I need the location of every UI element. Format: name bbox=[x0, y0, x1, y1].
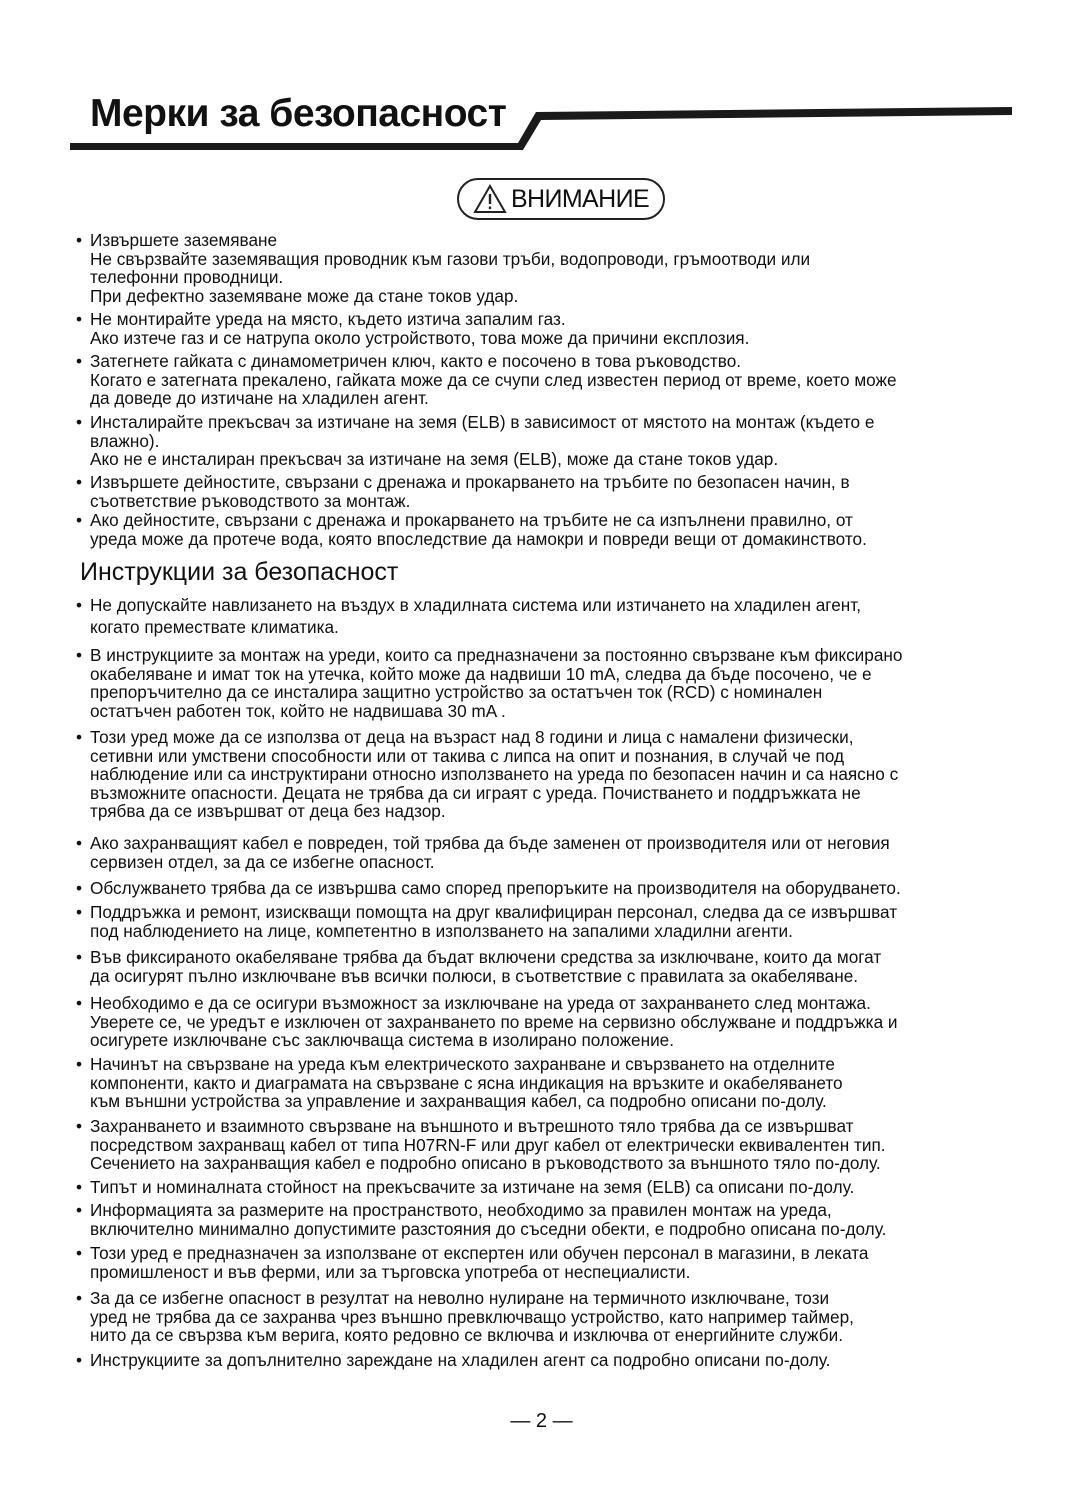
instruction-item bbox=[76, 728, 1026, 821]
instruction-line: окабеляване и имат ток на утечка, който може да надвиши 10 mA, следва да бъде посочено, че е bbox=[90, 663, 872, 684]
warning-label: ВНИМАНИЕ bbox=[510, 184, 650, 213]
instruction-line: • В инструкциите за монтаж на уреди, които са предназначени за постоянно свързване към фиксирано bbox=[90, 645, 903, 665]
caution-item bbox=[76, 310, 1026, 347]
instruction-line: сервизен отдел, за да се избегне опасност. bbox=[90, 851, 435, 872]
instruction-line: сетивни или умствени способности или от такива с липса на опит и познания, в случай че под bbox=[90, 745, 845, 766]
instruction-line: наблюдение или са инструктирани относно използването на уреда по безопасен начин и са наясно с bbox=[90, 764, 899, 785]
instruction-line: Сечението на захранващия кабел е подробно описано в ръководството за външното тяло по-долу. bbox=[90, 1153, 881, 1174]
instruction-line: препоръчително да се инсталира защитно устройство за остатъчен ток (RCD) с номинален bbox=[90, 682, 823, 703]
instruction-line: • Поддръжка и ремонт, изискващи помощта на друг квалифициран персонал, следва да се извършват bbox=[90, 902, 898, 922]
instruction-item bbox=[76, 646, 1026, 720]
caution-heading: • Извършете заземяване bbox=[90, 230, 278, 250]
instruction-line: към външни устройства за управление и захранващия кабел, са подробно описани по-долу. bbox=[90, 1091, 827, 1112]
instructions-heading: Инструкции за безопасност bbox=[80, 558, 399, 586]
instruction-item bbox=[76, 1351, 1026, 1370]
caution-line: При дефектно заземяване може да стане токов удар. bbox=[90, 285, 519, 306]
caution-heading: • Инсталирайте прекъсвач за изтичане на земя (ELB) в зависимост от мястото на монтаж (където е bbox=[90, 412, 875, 432]
caution-item bbox=[76, 413, 1026, 469]
instruction-item bbox=[76, 596, 1026, 636]
caution-line: Ако изтече газ и се натрупа около устройството, това може да причини експлозия. bbox=[90, 327, 750, 348]
instruction-line: • Необходимо е да се осигури възможност за изключване на уреда от захранването след монтажа. bbox=[90, 993, 871, 1013]
instruction-line: компоненти, както и диаграмата на свързване с ясна индикация на връзките и окабеляването bbox=[90, 1072, 843, 1093]
caution-line: съответствие ръководството за монтаж. bbox=[90, 490, 411, 511]
instruction-item bbox=[76, 1289, 1026, 1345]
caution-line: телефонни проводници. bbox=[90, 267, 284, 288]
instruction-line: • Не допускайте навлизането на въздух в хладилната система или изтичането на хладилен агент, bbox=[90, 595, 861, 615]
instruction-line: когато премествате климатика. bbox=[90, 616, 339, 637]
instruction-line: остатъчен работен ток, който не надвишава 30 mA . bbox=[90, 700, 506, 721]
caution-line: влажно). bbox=[90, 430, 160, 451]
instruction-item bbox=[76, 1178, 1026, 1197]
caution-line: Ако не е инсталиран прекъсвач за изтичане на земя (ELB), може да стане токов удар. bbox=[90, 449, 779, 470]
instruction-line: • Информацията за размерите на пространството, необходимо за правилен монтаж на уреда, bbox=[90, 1200, 832, 1220]
instruction-item bbox=[76, 834, 1026, 871]
instruction-line: да осигурят пълно изключване във всички полюси, в съответствие с правилата за окабеляване. bbox=[90, 965, 859, 986]
instruction-item bbox=[76, 1201, 1026, 1238]
caution-heading: • Ако дейностите, свързани с дренажа и прокарването на тръбите не са изпълнени правилно, от bbox=[90, 510, 853, 530]
instruction-line: • Типът и номиналната стойност на прекъсвачите за изтичане на земя (ELB) са описани по-долу. bbox=[90, 1177, 855, 1197]
instruction-item bbox=[76, 994, 1026, 1050]
instruction-line: • Този уред е предназначен за използване от експертен или обучен персонал в магазини, в леката bbox=[90, 1243, 869, 1263]
instruction-item bbox=[76, 879, 1026, 898]
instruction-item bbox=[76, 1117, 1026, 1173]
caution-line: Когато е затегната прекалено, гайката може да се счупи след известен период от време, което може bbox=[90, 369, 897, 390]
caution-heading: • Затегнете гайката с динамометричен ключ, както е посочено в това ръководство. bbox=[90, 351, 742, 371]
caution-heading: • Извършете дейностите, свързани с дренажа и прокарването на тръбите по безопасен начин, в bbox=[90, 472, 850, 492]
instruction-line: • Обслужването трябва да се извършва само според препоръките на производителя на оборудването. bbox=[90, 878, 901, 898]
instruction-line: под наблюдението на лице, компетентно в използването на запалими хладилни агенти. bbox=[90, 920, 793, 941]
instruction-line: • Този уред може да се използва от деца на възраст над 8 години и лица с намалени физически, bbox=[90, 727, 854, 747]
caution-line: да доведе до изтичане на хладилен агент. bbox=[90, 388, 429, 409]
caution-line: уреда може да протече вода, която впоследствие да намокри и повреди вещи от домакинството. bbox=[90, 528, 867, 549]
instruction-line: • Инструкциите за допълнително зареждане на хладилен агент са подробно описани по-долу. bbox=[90, 1350, 831, 1370]
instruction-line: нито да се свързва към верига, която редовно се включва и изключва от енергийните служби. bbox=[90, 1325, 843, 1346]
warning-banner bbox=[457, 178, 665, 220]
caution-heading: • Не монтирайте уреда на място, където изтича запалим газ. bbox=[90, 309, 566, 329]
instruction-item bbox=[76, 903, 1026, 940]
caution-item bbox=[76, 473, 1026, 510]
caution-line: Не свързвайте заземяващия проводник към газови тръби, водопроводи, гръмоотводи или bbox=[90, 248, 811, 269]
instruction-line: посредством захранващ кабел от типа H07RN-F или друг кабел от електрически еквивалентен тип. bbox=[90, 1134, 886, 1155]
instruction-line: уред не трябва да се захранва чрез външно превключващо устройство, като например таймер, bbox=[90, 1306, 854, 1327]
instruction-line: включително минимално допустимите разстояния до съседни обекти, е подробно описана по-долу. bbox=[90, 1218, 887, 1239]
instruction-line: • Захранването и взаимното свързване на външното и вътрешното тяло трябва да се извършват bbox=[90, 1116, 854, 1136]
instruction-line: трябва да се извършват от деца без надзор. bbox=[90, 801, 446, 822]
instruction-line: осигурете изключване със заключваща система в изолирано положение. bbox=[90, 1030, 675, 1051]
instruction-item bbox=[76, 948, 1026, 985]
caution-item bbox=[76, 352, 1026, 408]
page-number: — 2 — bbox=[510, 1410, 573, 1432]
instruction-line: • Във фиксираното окабеляване трябва да бъдат включени средства за изключване, които да могат bbox=[90, 947, 882, 967]
instruction-line: Уверете се, че уредът е изключен от захранването по време на сервизно обслужване и поддръжка и bbox=[90, 1011, 898, 1032]
instruction-line: възможните опасности. Децата не трябва да си играят с уреда. Почистването и поддръжката не bbox=[90, 782, 861, 803]
instruction-line: • Начинът на свързване на уреда към електрическото захранване и свързването на отделните bbox=[90, 1054, 835, 1074]
page-title: Мерки за безопасност bbox=[90, 92, 507, 135]
instruction-item bbox=[76, 1244, 1026, 1281]
instruction-item bbox=[76, 1055, 1026, 1111]
caution-item bbox=[76, 511, 1026, 548]
caution-item bbox=[76, 231, 1026, 305]
instruction-line: • За да се избегне опасност в резултат на неволно нулиране на термичното изключване, този bbox=[90, 1288, 830, 1308]
warning-triangle-icon bbox=[473, 184, 507, 214]
title-underline-rule bbox=[0, 0, 1083, 160]
instruction-line: • Ако захранващият кабел е повреден, той трябва да бъде заменен от производителя или от неговия bbox=[90, 833, 890, 853]
instruction-line: промишленост и във ферми, или за търговска употреба от неспециалисти. bbox=[90, 1261, 691, 1282]
